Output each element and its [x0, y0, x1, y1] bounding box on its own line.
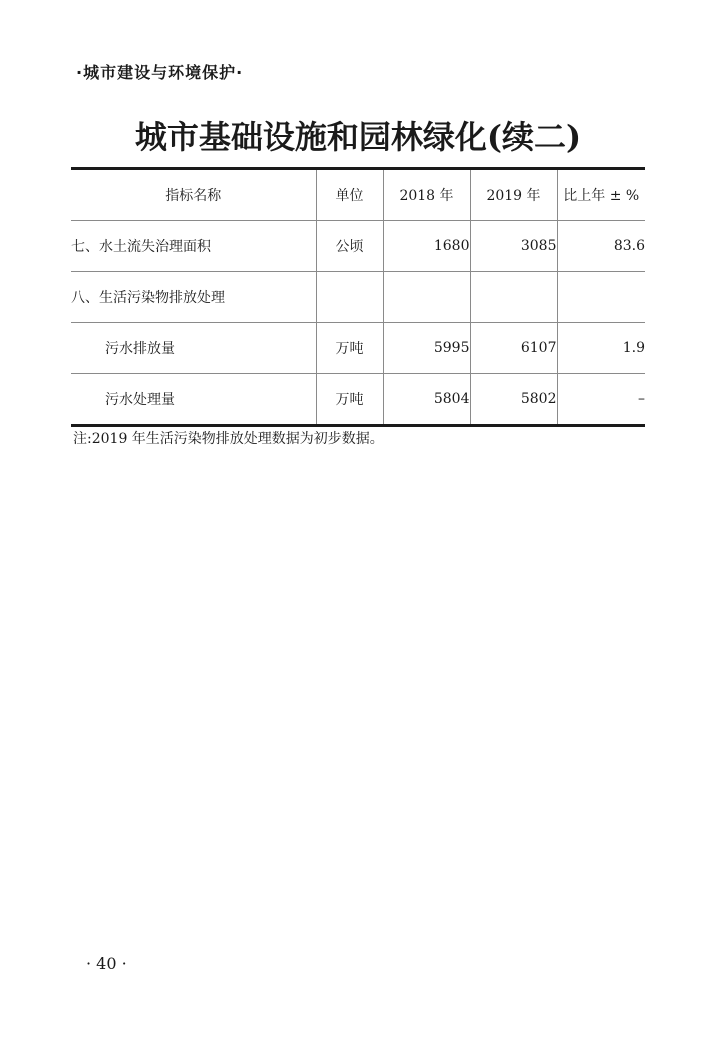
- table-row: [71, 374, 645, 426]
- row-change: [557, 272, 645, 323]
- table-header-row: [71, 169, 645, 221]
- row-value-2018: 5804: [383, 374, 470, 426]
- row-value-2018: 5995: [383, 323, 470, 374]
- column-header-change: 比上年 ± %: [557, 169, 645, 221]
- row-value-2019: 3085: [470, 221, 557, 272]
- row-value-2019: 6107: [470, 323, 557, 374]
- column-header-2018: 2018 年: [383, 169, 470, 221]
- row-name: 八、生活污染物排放处理: [71, 272, 316, 323]
- column-header-indicator: 指标名称: [71, 169, 316, 221]
- row-unit: 万吨: [316, 323, 383, 374]
- table-row: [71, 323, 645, 374]
- row-name: 七、水土流失治理面积: [71, 221, 316, 272]
- column-header-2019: 2019 年: [470, 169, 557, 221]
- page-number: · 40 ·: [86, 954, 127, 973]
- row-unit: [316, 272, 383, 323]
- row-name: 污水处理量: [105, 392, 175, 408]
- page-title: 城市基础设施和园林绿化(续二): [134, 118, 582, 156]
- row-change: –: [557, 374, 645, 426]
- table-row: [71, 221, 645, 272]
- statistics-table: [71, 167, 645, 427]
- row-value-2018: [383, 272, 470, 323]
- row-name: 污水排放量: [71, 323, 316, 374]
- row-value-2019: 5802: [470, 374, 557, 426]
- row-unit: 万吨: [316, 374, 383, 426]
- row-value-2018: 1680: [383, 221, 470, 272]
- table-footnote: 注:2019 年生活污染物排放处理数据为初步数据。: [73, 431, 384, 447]
- row-change: 1.9: [557, 323, 645, 374]
- row-unit: 公顷: [316, 221, 383, 272]
- section-header: ·城市建设与环境保护·: [76, 63, 244, 82]
- table-row: [71, 272, 645, 323]
- row-change: 83.6: [557, 221, 645, 272]
- row-value-2019: [470, 272, 557, 323]
- column-header-unit: 单位: [316, 169, 383, 221]
